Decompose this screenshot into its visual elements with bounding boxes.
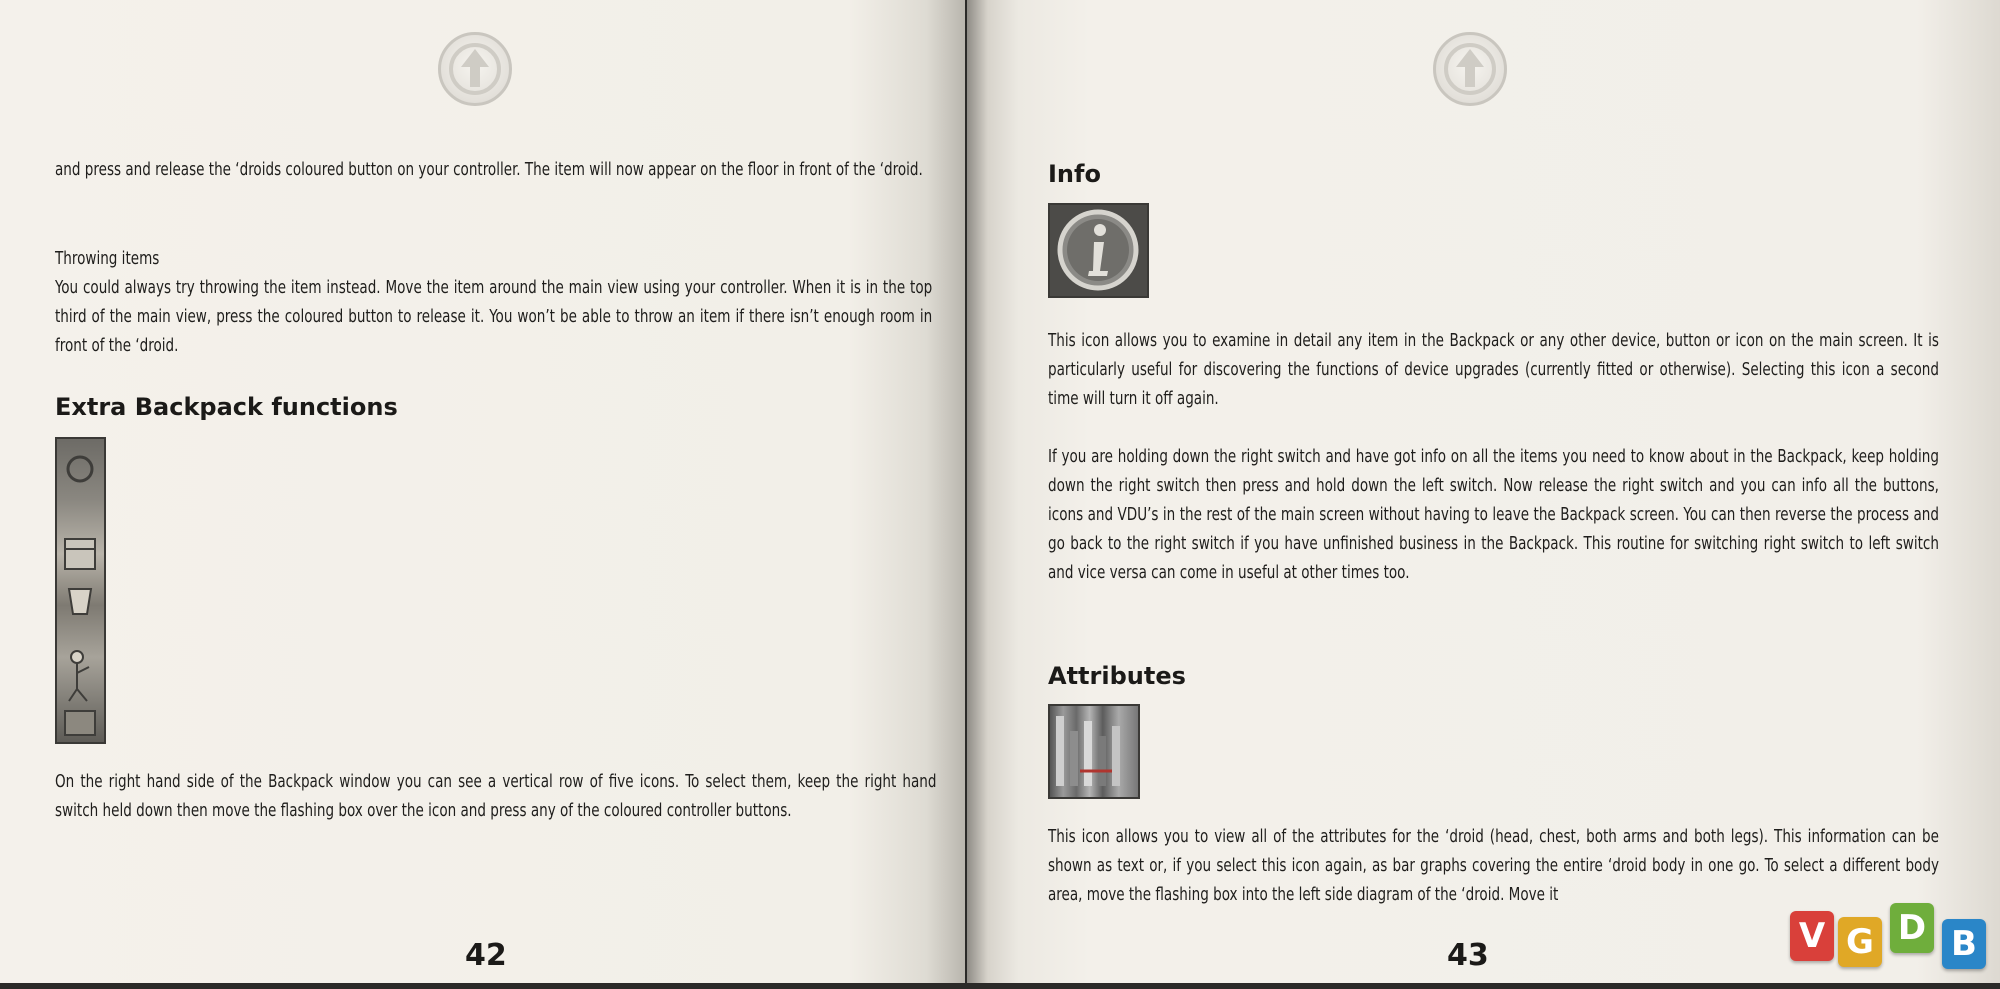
info-paragraph-1: This icon allows you to examine in detail any item in the Backpack or any other device, button or icon on the main screen. It is particularly useful for discovering the functions of device upgrades (currently fitted or otherwise). Selecting this icon a second time will turn it off again. [1048,331,1939,409]
info-heading: Info [1048,160,1101,188]
watermark-letter-d: D [1890,903,1934,953]
info-icon [1048,203,1149,298]
left-page [0,0,965,983]
right-page [967,0,2000,983]
page-number-43: 43 [1447,938,1489,973]
backpack-icon-strip [55,437,106,744]
attributes-icon [1048,704,1140,799]
page-number-42: 42 [465,938,507,973]
left-paragraph-2: You could always try throwing the item instead. Move the item around the main view using your controller. When it is in the top third of the main view, press the coloured button to release it. You won’t be able to throw an item if there isn’t enough room in front of the ‘droid. [55,278,933,356]
attributes-paragraph: This icon allows you to view all of the attributes for the ‘droid (head, chest, both arms and both legs). This information can be shown as text or, if you select this icon again, as bar graphs covering the entire ‘droid body in one go. To select a different body area, move the flashing box into the left side diagram of the ‘droid. Move it [1048,827,1939,905]
throwing-subheading: Throwing items [55,249,160,269]
watermark-letter-v: V [1790,911,1834,961]
watermark-letter-b: B [1942,919,1986,969]
left-paragraph-1: and press and release the ‘droids coloured button on your controller. The item will now appear on the floor in front of the ‘droid. [55,160,923,180]
extra-backpack-heading: Extra Backpack functions [55,393,398,421]
left-paragraph-3: On the right hand side of the Backpack window you can see a vertical row of five icons. To select them, keep the right hand switch held down then move the flashing box over the icon and press any of the coloured controller buttons. [55,772,937,821]
info-paragraph-2: If you are holding down the right switch and have got info on all the items you need to know about in the Backpack, keep holding down the right switch then press and hold down the left switch. Now release the right switch and you can info all the buttons, icons and VDU’s in the rest of the main screen without having to leave the Backpack screen. You can then reverse the process and go back to the right switch if you have unfinished business in the Backpack. This routine for switching right switch to left switch and vice versa can come in useful at other times too. [1048,447,1939,583]
captive-logo-icon [438,32,512,106]
captive-logo-icon [1433,32,1507,106]
attributes-heading: Attributes [1048,662,1186,690]
watermark-letter-g: G [1838,917,1882,967]
vgdb-watermark-logo [1790,903,1995,973]
